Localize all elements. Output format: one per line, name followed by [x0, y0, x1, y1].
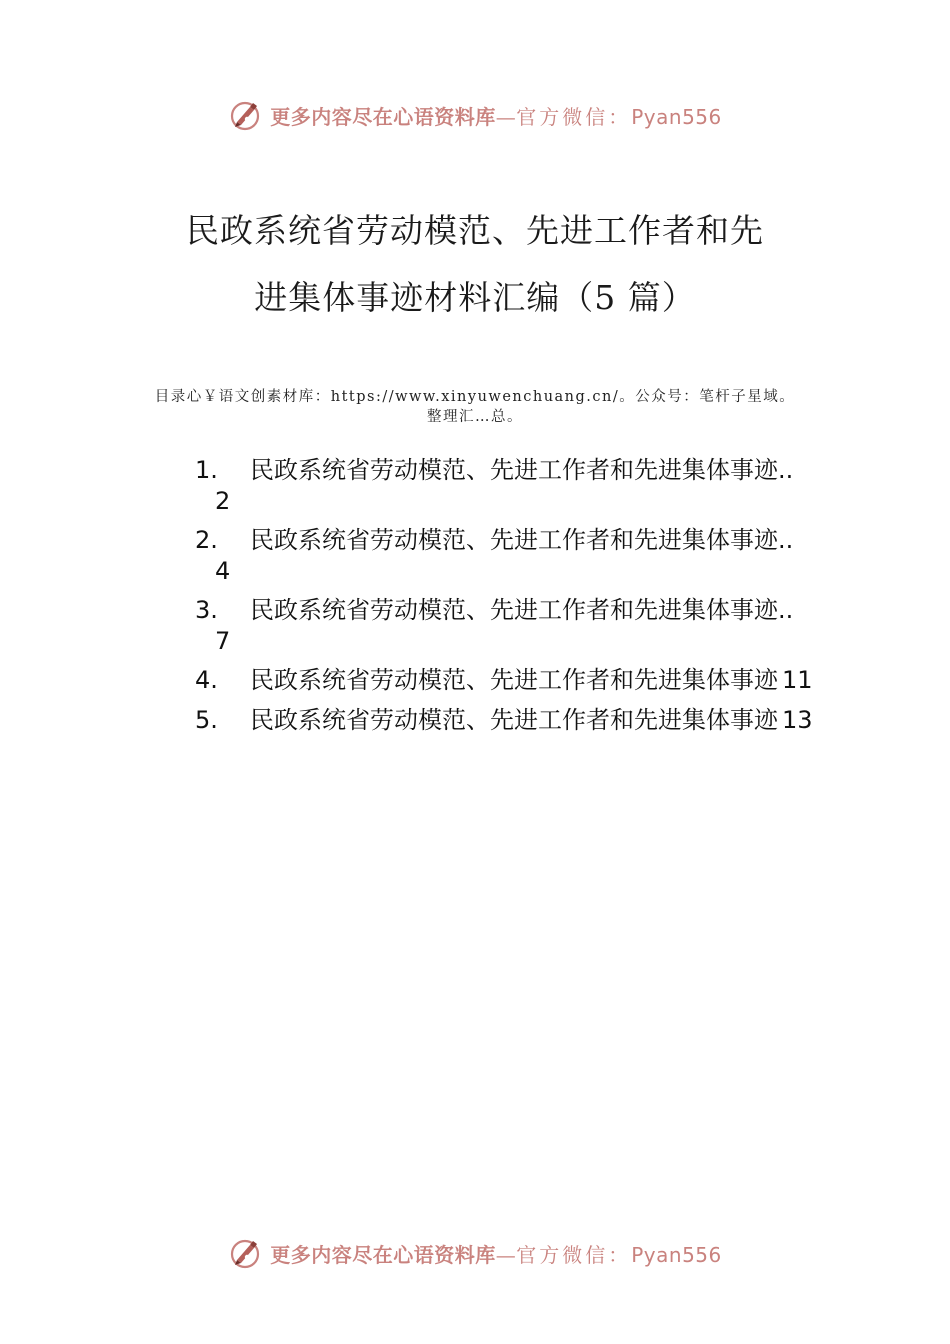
toc-entry-label-with-page	[250, 665, 813, 695]
watermark-dash: —	[495, 104, 517, 129]
toc-entry-label: 民政系统省劳动模范、先进工作者和先进集体事迹..	[250, 456, 794, 484]
document-title-line-1: 民政系统省劳动模范、先进工作者和先	[186, 211, 764, 250]
header-watermark-banner	[0, 95, 950, 135]
toc-entry-5[interactable]	[195, 705, 835, 735]
toc-entry-number: 2.	[195, 526, 218, 554]
toc-entry-number: 1.	[195, 456, 218, 484]
toc-entry-label: 民政系统省劳动模范、先进工作者和先进集体事迹..	[250, 526, 794, 554]
toc-entry-page: 4	[215, 557, 231, 585]
toc-entry-page: 2	[215, 487, 231, 515]
toc-entry-2[interactable]	[195, 525, 835, 587]
footer-watermark-banner	[0, 1233, 950, 1273]
toc-note	[130, 387, 820, 427]
watermark-text	[270, 1239, 722, 1268]
watermark-slogan: 更多内容尽在心语资料库	[270, 104, 496, 129]
toc-entry-3[interactable]	[195, 595, 835, 657]
toc-entry-number: 5.	[195, 706, 218, 734]
document-title-line-2: 进集体事迹材料汇编（5 篇）	[254, 278, 696, 317]
toc-note-line-2: 整理汇…总。	[427, 409, 523, 425]
watermark-text	[270, 101, 722, 130]
watermark-wechat-id: Pyan556	[631, 1242, 722, 1267]
toc-entry-1[interactable]	[195, 455, 835, 517]
pen-circle-logo-icon	[228, 98, 262, 132]
toc-entry-page: 13	[782, 706, 813, 734]
toc-entry-page: 7	[215, 627, 231, 655]
toc-entry-number: 3.	[195, 596, 218, 624]
watermark-wechat-label: 官方微信：	[516, 1242, 632, 1267]
toc-entry-4[interactable]	[195, 665, 835, 695]
watermark-slogan: 更多内容尽在心语资料库	[270, 1242, 496, 1267]
toc-entry-label: 民政系统省劳动模范、先进工作者和先进集体事迹..	[250, 596, 794, 624]
toc-entry-label-with-page	[250, 705, 813, 735]
toc-entry-page: 11	[782, 666, 813, 694]
toc-entry-label: 民政系统省劳动模范、先进工作者和先进集体事迹	[250, 706, 778, 734]
watermark-wechat-id: Pyan556	[631, 104, 722, 129]
watermark-dash: —	[495, 1242, 517, 1267]
toc-entry-number: 4.	[195, 666, 218, 694]
watermark-wechat-label: 官方微信：	[516, 104, 632, 129]
table-of-contents	[195, 455, 835, 745]
toc-note-line-1: 目录心￥语文创素材库：https://www.xinyuwenchuang.cn/。公众号：笔杆子星域。	[154, 389, 796, 405]
pen-circle-logo-icon	[228, 1236, 262, 1270]
toc-entry-label: 民政系统省劳动模范、先进工作者和先进集体事迹	[250, 666, 778, 694]
